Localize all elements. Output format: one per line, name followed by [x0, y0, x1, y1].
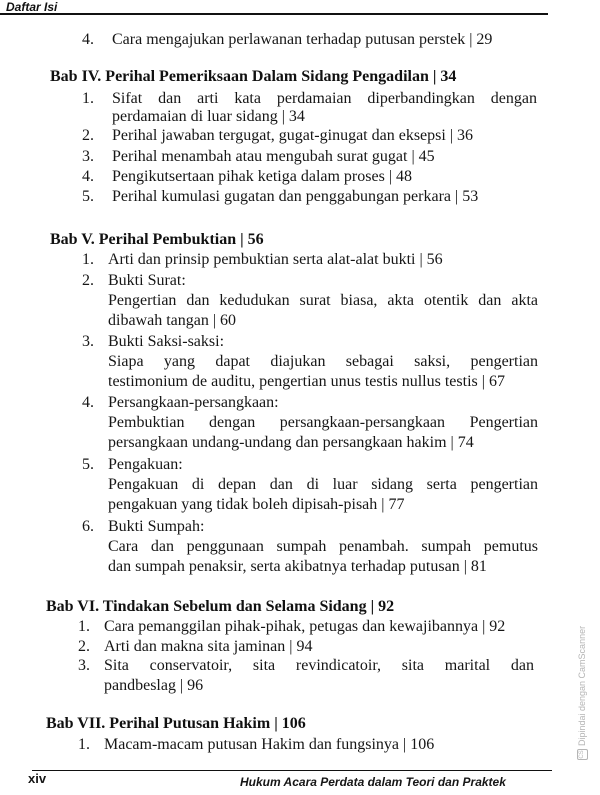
toc-item-label: Pengakuan:	[108, 456, 183, 473]
toc-item-label: Bukti Sumpah:	[108, 518, 205, 535]
toc-item-text: Cara pemanggilan pihak-pihak, petugas dan kewajibannya | 92	[104, 618, 506, 635]
toc-item-text: perdamaian di luar sidang | 34	[112, 108, 305, 125]
running-header-title: Daftar Isi	[6, 0, 58, 14]
toc-item-number: 3.	[82, 333, 94, 350]
toc-item-text: Cara mengajukan perlawanan terhadap putusan perstek | 29	[112, 31, 493, 48]
toc-item-number: 3.	[82, 148, 94, 165]
toc-item-text: Perihal kumulasi gugatan dan penggabungan perkara | 53	[112, 188, 479, 205]
toc-item-text: pandbeslag | 96	[104, 677, 204, 694]
watermark-text: Dipindai dengan CamScanner	[577, 625, 587, 746]
toc-item-number: 2.	[82, 272, 94, 289]
toc-item-number: 3.	[78, 657, 90, 674]
cs-logo-icon: CS	[577, 749, 588, 760]
toc-item-number: 4.	[82, 394, 94, 411]
toc-item-text: Pengertian dan kedudukan surat biasa, akta otentik dan akta	[108, 292, 538, 309]
toc-item-number: 6.	[82, 518, 94, 535]
toc-item-text: Sita conservatoir, sita revindicatoir, sita marital dan	[104, 657, 534, 674]
toc-item-label: Persangkaan-persangkaan:	[108, 394, 279, 411]
toc-item-label: Bukti Saksi-saksi:	[108, 333, 225, 350]
toc-item-number: 1.	[82, 251, 94, 268]
chapter-heading-bab-vii: Bab VII. Perihal Putusan Hakim | 106	[46, 715, 306, 732]
header-rule	[0, 13, 548, 15]
footer-rule	[32, 770, 552, 771]
footer-page-number: xiv	[28, 771, 47, 786]
toc-item-text: Siapa yang dapat diajukan sebagai saksi, pengertian	[108, 353, 538, 370]
toc-item-label: Bukti Surat:	[108, 272, 186, 289]
toc-item-number: 5.	[82, 456, 94, 473]
toc-item-text: Perihal jawaban tergugat, gugat-ginugat dan eksepsi | 36	[112, 127, 474, 144]
toc-item-text: Pengakuan di depan dan di luar sidang serta pengertian	[108, 476, 538, 493]
toc-item-text: Cara dan penggunaan sumpah penambah. sumpah pemutus	[108, 538, 538, 555]
chapter-heading-bab-v: Bab V. Perihal Pembuktian | 56	[50, 231, 264, 248]
toc-item-text: testimonium de auditu, pengertian unus testis nullus testis | 67	[108, 373, 505, 390]
toc-item-text: Pembuktian dengan persangkaan-persangkaan Pengertian	[108, 414, 538, 431]
toc-item-text: Perihal menambah atau mengubah surat gugat | 45	[112, 148, 435, 165]
chapter-heading-bab-iv: Bab IV. Perihal Pemeriksaan Dalam Sidang Pengadilan | 34	[50, 68, 457, 85]
toc-item-number: 1.	[78, 736, 90, 753]
toc-item-number: 2.	[82, 127, 94, 144]
toc-item-number: 1.	[78, 618, 90, 635]
toc-item-text: Arti dan prinsip pembuktian serta alat-alat bukti | 56	[108, 251, 443, 268]
chapter-heading-bab-vi: Bab VI. Tindakan Sebelum dan Selama Sidang | 92	[46, 598, 395, 615]
toc-item-text: pengakuan yang tidak boleh dipisah-pisah | 77	[108, 496, 405, 513]
toc-item-text: dibawah tangan | 60	[108, 312, 237, 329]
toc-item-text: Macam-macam putusan Hakim dan fungsinya | 106	[104, 736, 435, 753]
toc-item-number: 5.	[82, 188, 94, 205]
toc-item-text: Pengikutsertaan pihak ketiga dalam proses | 48	[112, 168, 413, 185]
toc-item-number: 4.	[82, 168, 94, 185]
footer-book-title: Hukum Acara Perdata dalam Teori dan Praktek	[240, 775, 506, 789]
toc-item-text: persangkaan undang-undang dan persangkaan hakim | 74	[108, 434, 474, 451]
toc-item-text: Sifat dan arti kata perdamaian diperbandingkan dengan	[112, 90, 537, 107]
toc-item-text: dan sumpah penaksir, serta akibatnya terhadap putusan | 81	[108, 558, 487, 575]
toc-item-text: Arti dan makna sita jaminan | 94	[104, 638, 313, 655]
toc-item-number: 1.	[82, 90, 94, 107]
scanner-watermark	[577, 626, 588, 760]
toc-item-number: 4.	[82, 31, 94, 48]
toc-item-number: 2.	[78, 638, 90, 655]
